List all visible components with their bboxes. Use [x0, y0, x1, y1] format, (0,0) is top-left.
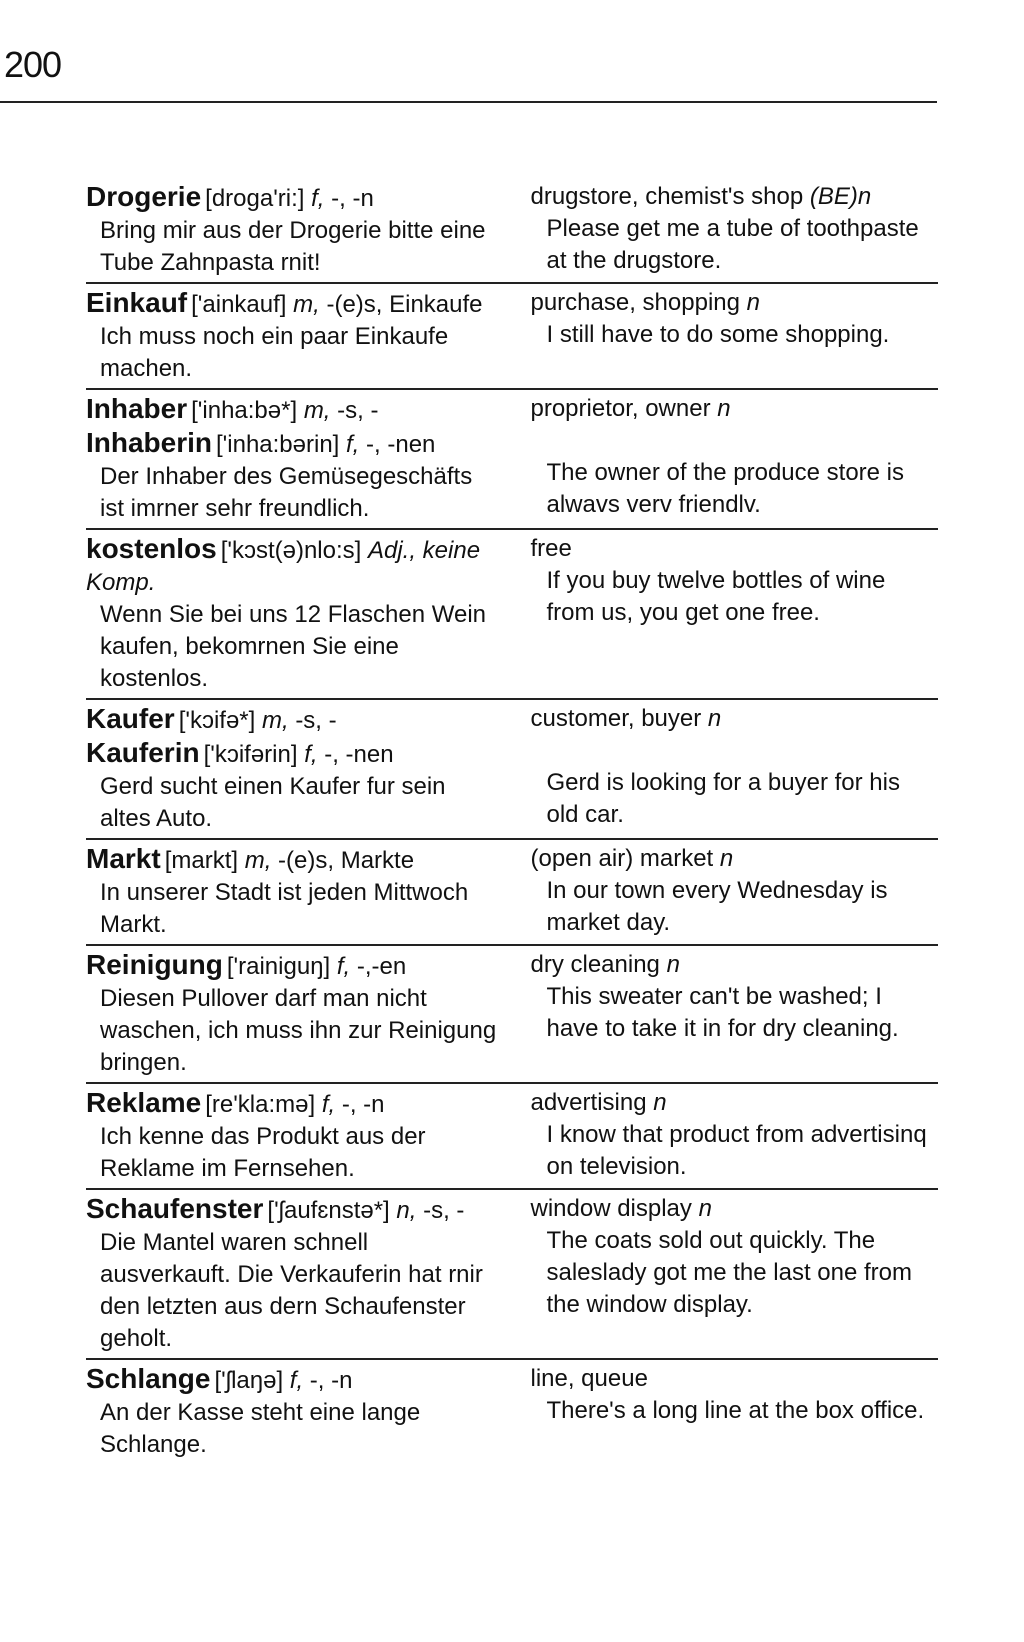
german-column [86, 181, 508, 279]
english-column [508, 393, 938, 525]
headword-line [86, 703, 498, 737]
german-example: In unserer Stadt ist jeden Mittwoch Markt. [100, 879, 469, 938]
translation-text: proprietor, owner [530, 395, 718, 422]
grammar-info: f, [336, 953, 357, 980]
dictionary-entry [86, 287, 938, 390]
grammar-info: m, [303, 397, 338, 424]
inflection: -s, - [423, 1197, 465, 1224]
english-example: If you buy twelve bottles of wine from us, you get one free. [546, 567, 886, 626]
part-of-speech: n [707, 705, 722, 732]
english-column [508, 287, 938, 385]
english-column [508, 1193, 938, 1355]
inflection: -, -n [331, 185, 374, 212]
english-column [508, 533, 938, 695]
german-example: Der Inhaber des Gemüsegeschäfts ist imrner sehr freundlich. [100, 463, 473, 522]
german-example: Wenn Sie bei uns 12 Flaschen Wein kaufen, bekomrnen Sie eine kostenlos. [100, 601, 487, 692]
translation [530, 287, 938, 319]
headword-line [86, 393, 498, 427]
phonetic: ['ainkauf] [191, 291, 294, 318]
german-column [86, 1363, 508, 1461]
translation-text: (open air) market [530, 845, 720, 872]
inflection: -s, - [337, 397, 379, 424]
translation-text: window display [530, 1195, 699, 1222]
phonetic: [droga'ri:] [205, 185, 312, 212]
headword: Reinigung [86, 949, 223, 980]
headword: Schlange [86, 1363, 211, 1394]
german-column [86, 393, 508, 525]
phonetic: [markt] [164, 847, 245, 874]
inflection: -, -n [309, 1367, 353, 1394]
headword-line [86, 287, 498, 321]
translation-text: purchase, shopping [530, 289, 747, 316]
headword: Kaufer [86, 703, 175, 734]
headword: Einkauf [86, 287, 188, 318]
headword-line [86, 533, 498, 599]
phonetic: ['inha:bərin] [216, 431, 347, 458]
headword-line [86, 843, 498, 877]
header-divider [0, 101, 937, 103]
dictionary-entry [86, 181, 938, 284]
part-of-speech: (BE)n [809, 183, 872, 210]
german-column [86, 1193, 508, 1355]
phonetic: ['ʃaufɛnstə*] [267, 1197, 397, 1224]
headword: Kauferin [86, 737, 200, 768]
english-example: In our town every Wednesday is market day. [546, 877, 888, 936]
headword-line [86, 1363, 498, 1397]
dictionary-entry [86, 949, 938, 1084]
german-example: Die Mantel waren schnell ausverkauft. Die Verkauferin hat rnir den letzten aus dern Schaufenster geholt. [100, 1229, 483, 1352]
page-number: 200 [4, 44, 62, 85]
dictionary-entry [86, 1363, 938, 1464]
english-example: I know that product from advertisinq on television. [546, 1121, 927, 1180]
headword-line [86, 949, 498, 983]
translation-text: advertising [530, 1089, 654, 1116]
dictionary-entries [86, 181, 938, 1467]
phonetic: ['kɔifərin] [203, 741, 305, 768]
part-of-speech: n [666, 951, 680, 978]
inflection: -s, - [295, 707, 337, 734]
spacer [530, 425, 938, 457]
translation-text: dry cleaning [530, 951, 667, 978]
headword-line [86, 181, 498, 215]
grammar-info: m, [293, 291, 327, 318]
german-column [86, 703, 508, 835]
translation [530, 703, 938, 735]
translation [530, 533, 938, 565]
translation-text: customer, buyer [530, 705, 708, 732]
grammar-info: f, [346, 431, 367, 458]
english-column [508, 181, 938, 279]
english-example: Gerd is looking for a buyer for his old car. [546, 769, 900, 828]
part-of-speech: n [717, 395, 731, 422]
dictionary-entry [86, 843, 938, 946]
english-column [508, 1363, 938, 1461]
german-column [86, 287, 508, 385]
phonetic: ['inha:bə*] [191, 397, 304, 424]
english-example: The coats sold out quickly. The saleslady got me the last one from the window display. [546, 1227, 913, 1318]
headword: Reklame [86, 1087, 202, 1118]
translation [530, 1193, 938, 1225]
headword: Inhaber [86, 393, 188, 424]
inflection: -, -nen [366, 431, 436, 458]
grammar-info: m, [261, 707, 296, 734]
translation [530, 181, 938, 213]
translation [530, 393, 938, 425]
german-example: Gerd sucht einen Kaufer fur sein altes Auto. [100, 773, 446, 832]
english-column [508, 843, 938, 941]
inflection: -,-en [356, 953, 407, 980]
dictionary-entry [86, 1087, 938, 1190]
translation [530, 843, 938, 875]
inflection: -, -nen [324, 741, 394, 768]
german-example: Ich muss noch ein paar Einkaufe machen. [100, 323, 449, 382]
german-column [86, 843, 508, 941]
dictionary-entry [86, 533, 938, 700]
phonetic: ['kɔst(ə)nlo:s] [220, 537, 368, 564]
german-example: Bring mir aus der Drogerie bitte eine Tube Zahnpasta rnit! [100, 217, 486, 276]
english-example: This sweater can't be washed; I have to take it in for dry cleaning. [546, 983, 899, 1042]
english-example: I still have to do some shopping. [546, 321, 890, 348]
translation-text: drugstore, chemist's shop [530, 183, 810, 210]
part-of-speech: n [653, 1089, 667, 1116]
phonetic: [re'kla:mə] [205, 1091, 322, 1118]
translation [530, 1363, 938, 1395]
german-example: An der Kasse steht eine lange Schlange. [100, 1399, 421, 1458]
grammar-info: Adj., keine Komp. [86, 537, 481, 596]
phonetic: ['kɔifə*] [178, 707, 262, 734]
grammar-info: f, [304, 741, 325, 768]
german-column [86, 533, 508, 695]
grammar-info: f, [321, 1091, 342, 1118]
spacer [530, 735, 938, 767]
german-column [86, 1087, 508, 1185]
headword: Schaufenster [86, 1193, 264, 1224]
inflection: -(e)s, Markte [278, 847, 415, 874]
headword: kostenlos [86, 533, 217, 564]
headword: Markt [86, 843, 161, 874]
english-column [508, 1087, 938, 1185]
part-of-speech: n [719, 845, 734, 872]
german-example: Diesen Pullover darf man nicht waschen, ich muss ihn zur Reinigung bringen. [100, 985, 497, 1076]
headword-line [86, 1087, 498, 1121]
dictionary-entry [86, 703, 938, 840]
inflection: -(e)s, Einkaufe [326, 291, 483, 318]
headword: Drogerie [86, 181, 202, 212]
english-column [508, 949, 938, 1079]
phonetic: ['rainiguŋ] [226, 953, 337, 980]
phonetic: ['ʃlaŋə] [214, 1367, 290, 1394]
german-column [86, 949, 508, 1079]
translation [530, 949, 938, 981]
german-example: Ich kenne das Produkt aus der Reklame im Fernsehen. [100, 1123, 426, 1182]
english-column [508, 703, 938, 835]
headword-line [86, 427, 498, 461]
part-of-speech: n [746, 289, 760, 316]
translation [530, 1087, 938, 1119]
grammar-info: f, [289, 1367, 310, 1394]
grammar-info: n, [396, 1197, 424, 1224]
headword-line [86, 737, 498, 771]
dictionary-entry [86, 1193, 938, 1360]
english-example: Please get me a tube of toothpaste at the drugstore. [546, 215, 919, 274]
translation-text: line, queue [530, 1365, 648, 1392]
english-example: There's a long line at the box office. [546, 1397, 925, 1424]
part-of-speech: n [698, 1195, 712, 1222]
dictionary-entry [86, 393, 938, 530]
headword: Inhaberin [86, 427, 213, 458]
english-example: The owner of the produce store is alwavs verv friendlv. [546, 459, 905, 518]
grammar-info: m, [244, 847, 279, 874]
inflection: -, -n [341, 1091, 385, 1118]
headword-line [86, 1193, 498, 1227]
translation-text: free [530, 535, 572, 562]
grammar-info: f, [311, 185, 332, 212]
